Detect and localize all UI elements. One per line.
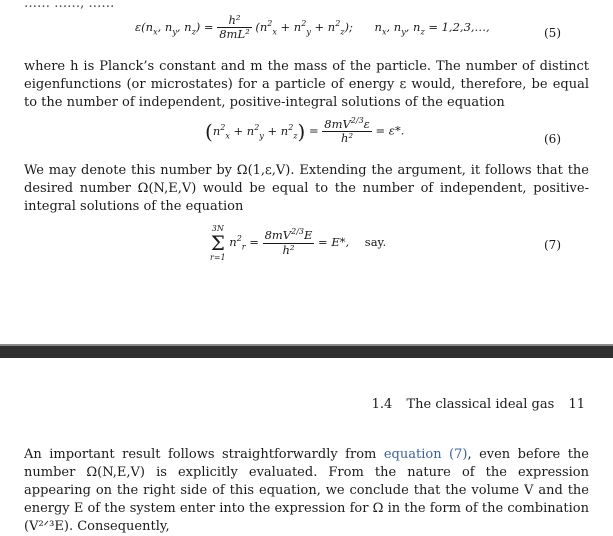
equation-6-rhs: = ε*. <box>375 123 405 138</box>
sum-lower-limit: r=1 <box>210 253 226 262</box>
equation-6-numerator: $8mV^{2/3}\varepsilon$ <box>324 116 370 131</box>
top-page: …… ……, …… $\varepsilon(n_x$, $n_y$, $n_z$) = $\frac{\text{h²}}{\text{8mL²}}$ $(n^2_x + n^2_y + n^2_z)$; $n_x$, $n_y$, $n_z$ = 1,2,3,…, (5) where h is Planck’s constant and m the mass of the particle. The number of distinct eigenfunctions (or microstates) for a particle of energy ε would, therefore, be equal to the number of independent, positive-integral solutions of the equation $(n^2_x + n^2_y + n^2_z)$ = $\frac{8mV^{2/3}\varepsilon}{\text{h²}}$ = ε*. (6) We may denote this number by Ω(1,ε,V). Extending the argument, it follows that the desired number Ω(N,E,V) would be equal to the number of independent, positive-integral solutions of the equation 3N Σ r=1 $n^2_r$ = $\frac{8mV^{2/3}E}{\text{h²}}$ = E*, say. (7) <box>0 0 613 344</box>
equation-7-link[interactable]: equation (7) <box>383 447 468 462</box>
section-number: 1.4 <box>371 397 393 412</box>
section-title: The classical ideal gas <box>406 397 555 412</box>
equation-7-term: $n^2_r$ = <box>229 234 259 252</box>
equation-7-number: (7) <box>544 238 561 252</box>
equation-6-number: (6) <box>544 132 561 146</box>
running-head <box>362 397 585 412</box>
cut-off-text-line: …… ……, …… <box>24 0 115 11</box>
equation-6-denominator: h² <box>341 131 354 146</box>
equation-5-rhs: $(n^2_x + n^2_y + n^2_z)$; <box>255 18 353 37</box>
summation-symbol: 3N Σ r=1 <box>210 224 226 262</box>
paragraph-omega: We may denote this number by Ω(1,ε,V). Extending the argument, it follows that the desired number Ω(N,E,V) would be equal to the number of independent, positive-integral solutions of the equation <box>24 163 589 214</box>
equation-5-numerator: h² <box>217 14 251 28</box>
equation-7-say: say. <box>364 235 387 249</box>
paragraph-start: An important result follows straightforwardly from <box>24 447 384 462</box>
paragraph-important-result <box>24 446 589 536</box>
equation-6-fraction <box>322 118 372 145</box>
equation-6-lhs: $n^2_x + n^2_y + n^2_z$ <box>212 122 298 141</box>
equation-5-denominator: 8mL² <box>219 27 250 42</box>
equation-5-range: $n_x$, $n_y$, $n_z$ = 1,2,3,…, <box>374 19 490 37</box>
equation-7-numerator: $8mV^{2/3}E$ <box>264 227 313 243</box>
equation-5-lhs: $\varepsilon(n_x$, $n_y$, $n_z$) = <box>135 19 214 37</box>
equation-7-rhs: = E*, <box>318 235 350 249</box>
page-divider <box>0 344 613 358</box>
page-number: 11 <box>568 397 585 412</box>
equation-5-fraction <box>217 14 251 41</box>
paragraph-rest: , even before the number Ω(N,E,V) is explicitly evaluated. From the nature of the expression appearing on the right side of this equation, we conclude that the volume V and the energy E of the system enter into the expression for Ω in the form of the combination (V²ᐟ³E). Consequently, <box>24 447 589 534</box>
equation-5-number: (5) <box>544 26 561 40</box>
equation-6-equals: = <box>308 123 319 138</box>
equation-7-denominator: h² <box>282 242 295 257</box>
equation-7-fraction <box>263 229 315 256</box>
sum-upper-limit: 3N <box>211 224 224 233</box>
paragraph-planck: where h is Planck’s constant and m the mass of the particle. The number of distinct eigenfunctions (or microstates) for a particle of energy ε would, therefore, be equal to the number of independent, positive-integral solutions of the equation <box>24 59 589 110</box>
bottom-page <box>0 358 613 534</box>
